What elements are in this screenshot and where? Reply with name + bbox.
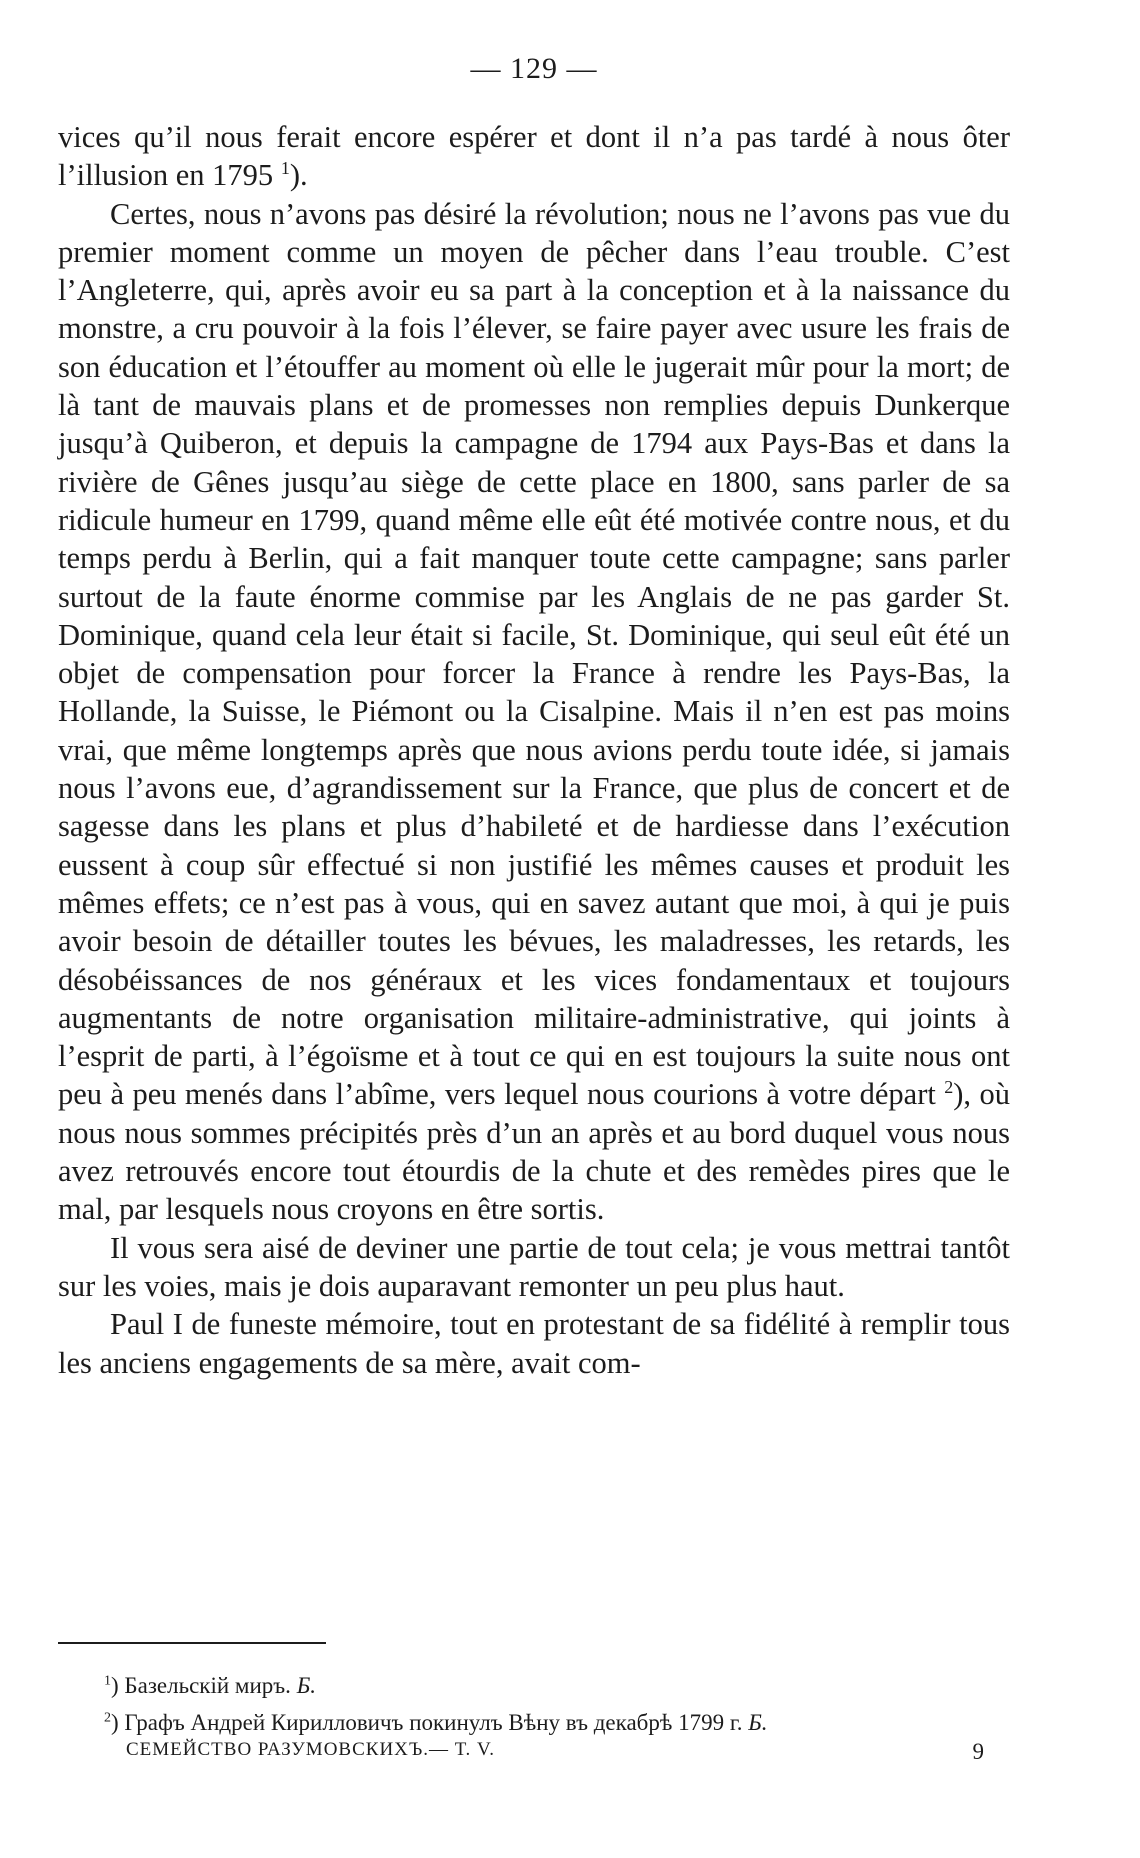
paragraph-text: Paul I de funeste mémoire, tout en protestant de sa fidélité à remplir tous les anciens engagements de sa mère, avait com-	[58, 1307, 1010, 1380]
footnote-initial: Б.	[296, 1673, 317, 1698]
footnote-initial: Б.	[748, 1710, 768, 1735]
footnote-divider	[58, 1642, 326, 1644]
footnote-ref: 2	[944, 1077, 954, 1098]
paragraph	[58, 195, 1010, 1229]
paragraph-text: ).	[289, 158, 308, 193]
signature-line	[126, 1739, 984, 1765]
page-number: — 129 —	[470, 52, 598, 85]
paragraph	[58, 1229, 1010, 1306]
paragraph-text: ), où nous nous sommes précipités près d’un an après et au bord duquel vous nous avez retrouvés encore tout étourdis de la chute et des remèdes pires que le mal, par lesquels nous croyons en être sortis.	[58, 1077, 1010, 1227]
footnote	[104, 1667, 1004, 1704]
signature-number: 9	[972, 1739, 984, 1764]
signature-title: СЕМЕЙСТВО РАЗУМОВСКИХЪ.— Т. V.	[126, 1739, 496, 1760]
paragraph-text: vices qu’il nous ferait encore espérer et dont il n’a pas tardé à nous ôter l’illusion en 1795	[58, 120, 1010, 193]
footnote-text: ) Графъ Андрей Кирилловичъ покинулъ Вѣну въ декабрѣ 1799 г.	[111, 1710, 749, 1735]
footnote-ref: 1	[280, 158, 290, 179]
footnote-mark: 2	[104, 1710, 111, 1726]
paragraph-text: Certes, nous n’avons pas désiré la révolution; nous ne l’avons pas vue du premier moment comme un moyen de pêcher dans l’eau trouble. C’est l’Angleterre, qui, après avoir eu sa part à la conception et à la naissance du monstre, a cru pouvoir à la fois l’élever, se faire payer avec usure les frais de son éducation et l’étouffer au moment où elle le jugerait mûr pour la mort; de là tant de mauvais plans et de promesses non remplies depuis Dunkerque jusqu’à Quiberon, et depuis la campagne de 1794 aux Pays-Bas et dans la rivière de Gênes jusqu’au siège de cette place en 1800, sans parler de sa ridicule humeur en 1799, quand même elle eût été motivée contre nous, et du temps perdu à Berlin, qui a fait manquer toute cette campagne; sans parler surtout de la faute énorme commise par les Anglais de ne pas garder St. Dominique, quand cela leur était si facile, St. Dominique, qui seul eût été un objet de compensation pour forcer la France à rendre les Pays-Bas, la Hollande, la Suisse, le Piémont ou la Cisalpine. Mais il n’en est pas moins vrai, que même longtemps après que nous avions perdu toute idée, si jamais nous l’avons eue, d’agrandissement sur la France, que plus de concert et de sagesse dans les plans et plus d’habileté et de hardiesse dans l’exécution eussent à coup sûr effectué si non justifié les mêmes causes et produit les mêmes effets; ce n’est pas à vous, qui en savez autant que moi, à qui je puis avoir besoin de détailler toutes les bévues, les maladresses, les retards, les désobéissances de nos généraux et les vices fondamentaux et toujours augmentants de notre organisation militaire-administrative, qui joints à l’esprit de parti, à l’égoïsme et à tout ce qui en est toujours la suite nous ont peu à peu menés dans l’abîme, vers lequel nous courions à votre départ	[58, 196, 1010, 1112]
paragraph	[58, 1305, 1010, 1382]
footnote	[104, 1704, 1004, 1741]
body-text	[58, 118, 1010, 1382]
footnotes	[104, 1667, 1004, 1741]
footnote-text: ) Базельскій миръ.	[111, 1673, 297, 1698]
paragraph	[58, 118, 1010, 195]
footnote-mark: 1	[104, 1673, 111, 1689]
paragraph-text: Il vous sera aisé de deviner une partie de tout cela; je vous mettrai tantôt sur les voies, mais je dois auparavant remonter un peu plus haut.	[58, 1230, 1010, 1303]
